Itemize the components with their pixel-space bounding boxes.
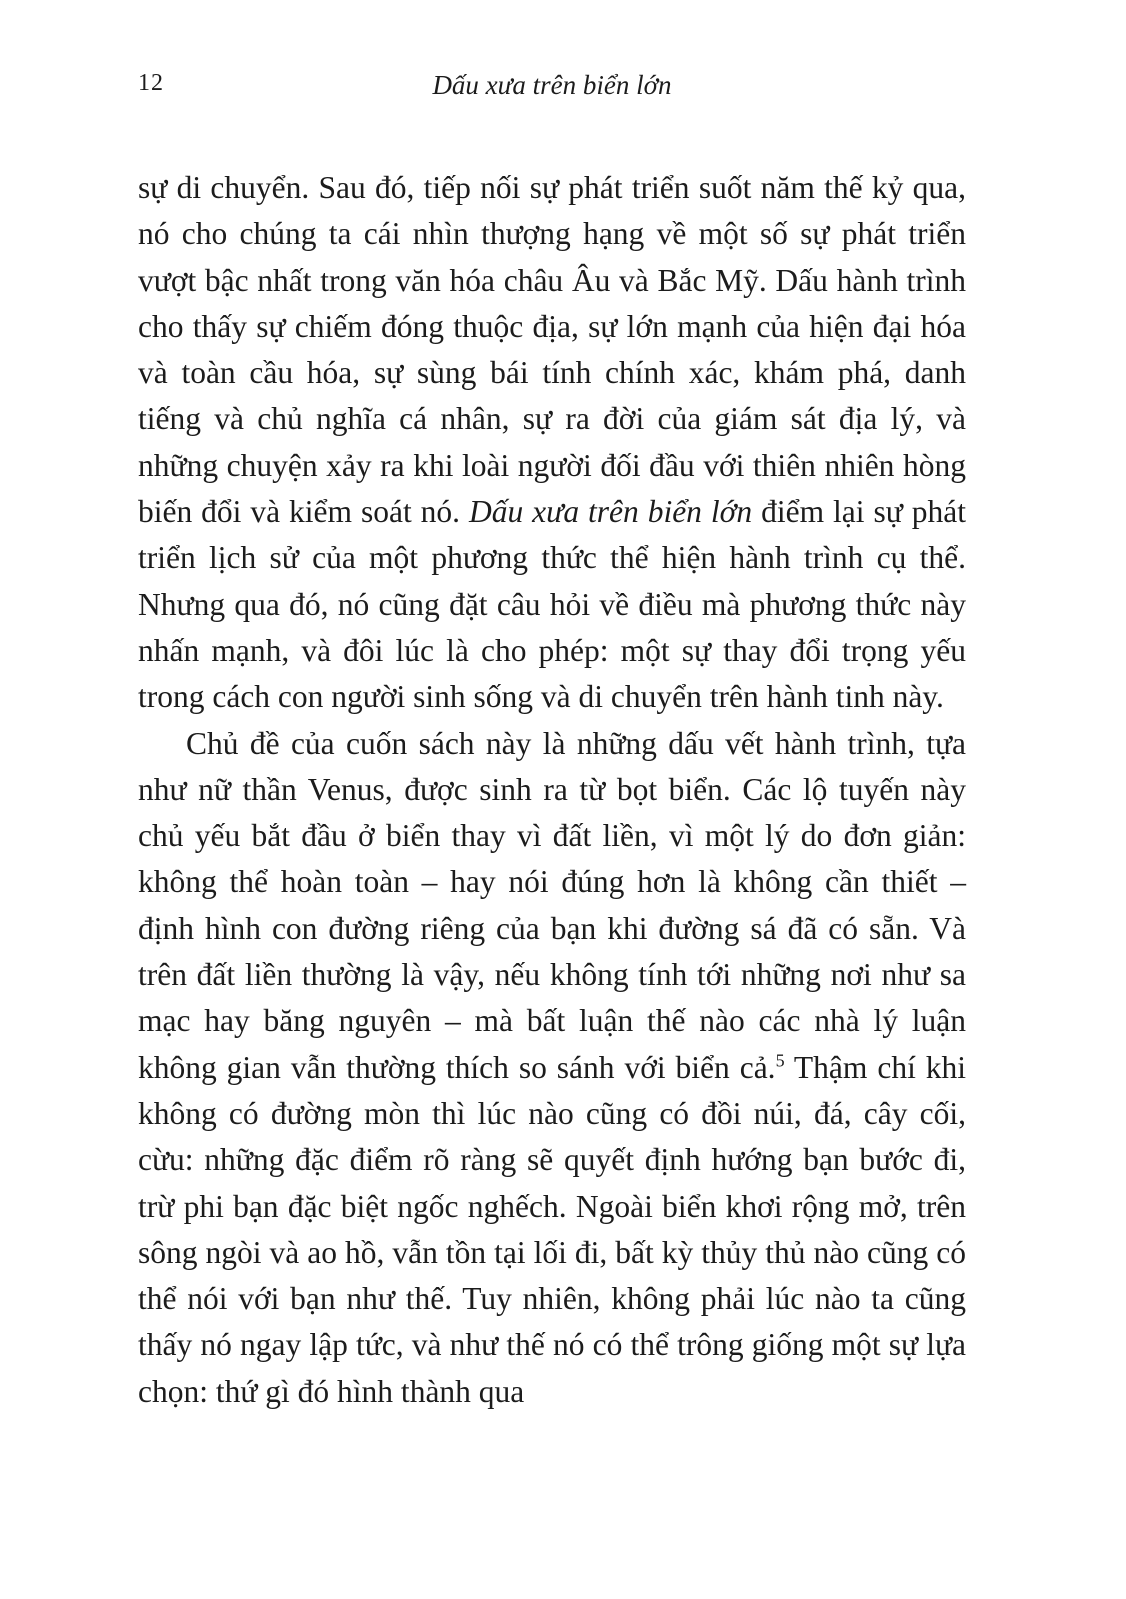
book-title-italic: Dấu xưa trên biển lớn [468,494,753,530]
paragraph-2-text-b: Thậm chí khi không có đường mòn thì lúc nào cũng có đồi núi, đá, cây cối, cừu: những đặc điểm rõ ràng sẽ quyết định hướng bạn bước đi, trừ phi bạn đặc biệt ngốc nghếch. Ngoài biển khơi rộng mở, trên sông ngòi và ao hồ, vẫn tồn tại lối đi, bất kỳ thủy thủ nào cũng có thể nói với bạn như thế. Tuy nhiên, không phải lúc nào ta cũng thấy nó ngay lập tức, và như thế nó có thể trông giống một sự lựa chọn: thứ gì đó hình thành qua [138,1049,966,1409]
running-title: Dấu xưa trên biển lớn [432,70,672,100]
paragraph-2-text-a: Chủ đề của cuốn sách này là những dấu vết hành trình, tựa như nữ thần Venus, được sinh ra từ bọt biển. Các lộ tuyến này chủ yếu bắt đầu ở biển thay vì đất liền, vì một lý do đơn giản: không thể hoàn toàn – hay nói đúng hơn là không cần thiết – định hình con đường riêng của bạn khi đường sá đã có sẵn. Và trên đất liền thường là vậy, nếu không tính tới những nơi như sa mạc hay băng nguyên – mà bất luận thế nào các nhà lý luận không gian vẫn thường thích so sánh với biển cả. [138,725,966,1085]
paragraph-1-text-a: sự di chuyển. Sau đó, tiếp nối sự phát triển suốt năm thế kỷ qua, nó cho chúng ta cái nhìn thượng hạng về một số sự phát triển vượt bậc nhất trong văn hóa châu Âu và Bắc Mỹ. Dấu hành trình cho thấy sự chiếm đóng thuộc địa, sự lớn mạnh của hiện đại hóa và toàn cầu hóa, sự sùng bái tính chính xác, khám phá, danh tiếng và chủ nghĩa cá nhân, sự ra đời của giám sát địa lý, và những chuyện xảy ra khi loài người đối đầu với thiên nhiên hòng biến đổi và kiểm soát nó. [138,170,966,530]
paragraph-1-text-b: điểm lại sự phát triển lịch sử của một phương thức thể hiện hành trình cụ thể. Nhưng qua đó, nó cũng đặt câu hỏi về điều mà phương thức này nhấn mạnh, và đôi lúc là cho phép: một sự thay đổi trọng yếu trong cách con người sinh sống và di chuyển trên hành tinh này. [138,494,966,715]
body-text [138,165,966,1415]
footnote-marker[interactable]: 5 [775,1050,785,1071]
paragraph-1 [138,165,966,721]
page-header [138,70,966,110]
page-number: 12 [138,70,164,96]
paragraph-2 [138,721,966,1415]
